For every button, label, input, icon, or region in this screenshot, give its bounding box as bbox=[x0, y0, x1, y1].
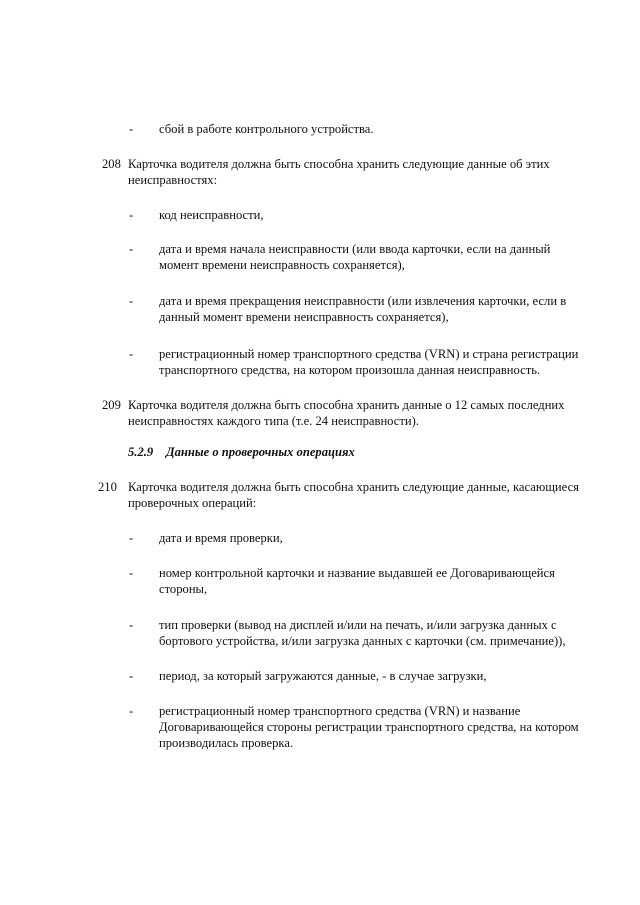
bullet-text: Договаривающейся стороны регистрации транспортного средства, на котором bbox=[159, 720, 579, 734]
section-title: Данные о проверочных операциях bbox=[166, 445, 355, 459]
bullet-text: регистрационный номер транспортного средства (VRN) и страна регистрации bbox=[159, 347, 579, 361]
bullet-text: дата и время прекращения неисправности (или извлечения карточки, если в bbox=[159, 294, 567, 308]
paragraph-number: 208 bbox=[102, 157, 121, 171]
paragraph-text: неисправностях: bbox=[128, 173, 218, 187]
paragraph-number: 209 bbox=[102, 398, 121, 412]
bullet-dash: - bbox=[129, 242, 134, 256]
bullet-dash: - bbox=[129, 294, 134, 308]
paragraph-number: 210 bbox=[98, 480, 117, 494]
bullet-dash: - bbox=[129, 531, 134, 545]
bullet-text: стороны, bbox=[159, 582, 208, 596]
bullet-text: дата и время проверки, bbox=[159, 531, 283, 545]
section-number: 5.2.9 bbox=[128, 445, 154, 459]
bullet-dash: - bbox=[129, 704, 134, 718]
section-heading bbox=[128, 444, 355, 460]
bullet-dash: - bbox=[129, 566, 134, 580]
bullet-text: тип проверки (вывод на дисплей и/или на печать, и/или загрузка данных с bbox=[159, 618, 557, 632]
bullet-dash: - bbox=[129, 669, 134, 683]
paragraph-text: Карточка водителя должна быть способна хранить следующие данные, касающиеся bbox=[128, 480, 579, 494]
bullet-dash: - bbox=[129, 347, 134, 361]
bullet-text: дата и время начала неисправности (или ввода карточки, если на данный bbox=[159, 242, 551, 256]
bullet-text: транспортного средства, на котором произошла данная неисправность. bbox=[159, 363, 541, 377]
bullet-text: момент времени неисправность сохраняется), bbox=[159, 258, 405, 272]
bullet-dash: - bbox=[129, 122, 134, 136]
bullet-dash: - bbox=[129, 208, 134, 222]
bullet-text: номер контрольной карточки и название выдавшей ее Договаривающейся bbox=[159, 566, 555, 580]
bullet-text: бортового устройства, и/или загрузка данных с карточки (см. примечание)), bbox=[159, 634, 566, 648]
paragraph-text: проверочных операций: bbox=[128, 496, 257, 510]
bullet-text: сбой в работе контрольного устройства. bbox=[159, 122, 374, 136]
bullet-text: производилась проверка. bbox=[159, 736, 294, 750]
bullet-text: период, за который загружаются данные, - в случае загрузки, bbox=[159, 669, 487, 683]
bullet-text: код неисправности, bbox=[159, 208, 264, 222]
paragraph-text: Карточка водителя должна быть способна хранить следующие данные об этих bbox=[128, 157, 550, 171]
paragraph-text: Карточка водителя должна быть способна хранить данные о 12 самых последних bbox=[128, 398, 565, 412]
bullet-text: данный момент времени неисправность сохраняется), bbox=[159, 310, 449, 324]
bullet-text: регистрационный номер транспортного средства (VRN) и название bbox=[159, 704, 521, 718]
bullet-dash: - bbox=[129, 618, 134, 632]
paragraph-text: неисправностях каждого типа (т.е. 24 неисправности). bbox=[128, 414, 419, 428]
